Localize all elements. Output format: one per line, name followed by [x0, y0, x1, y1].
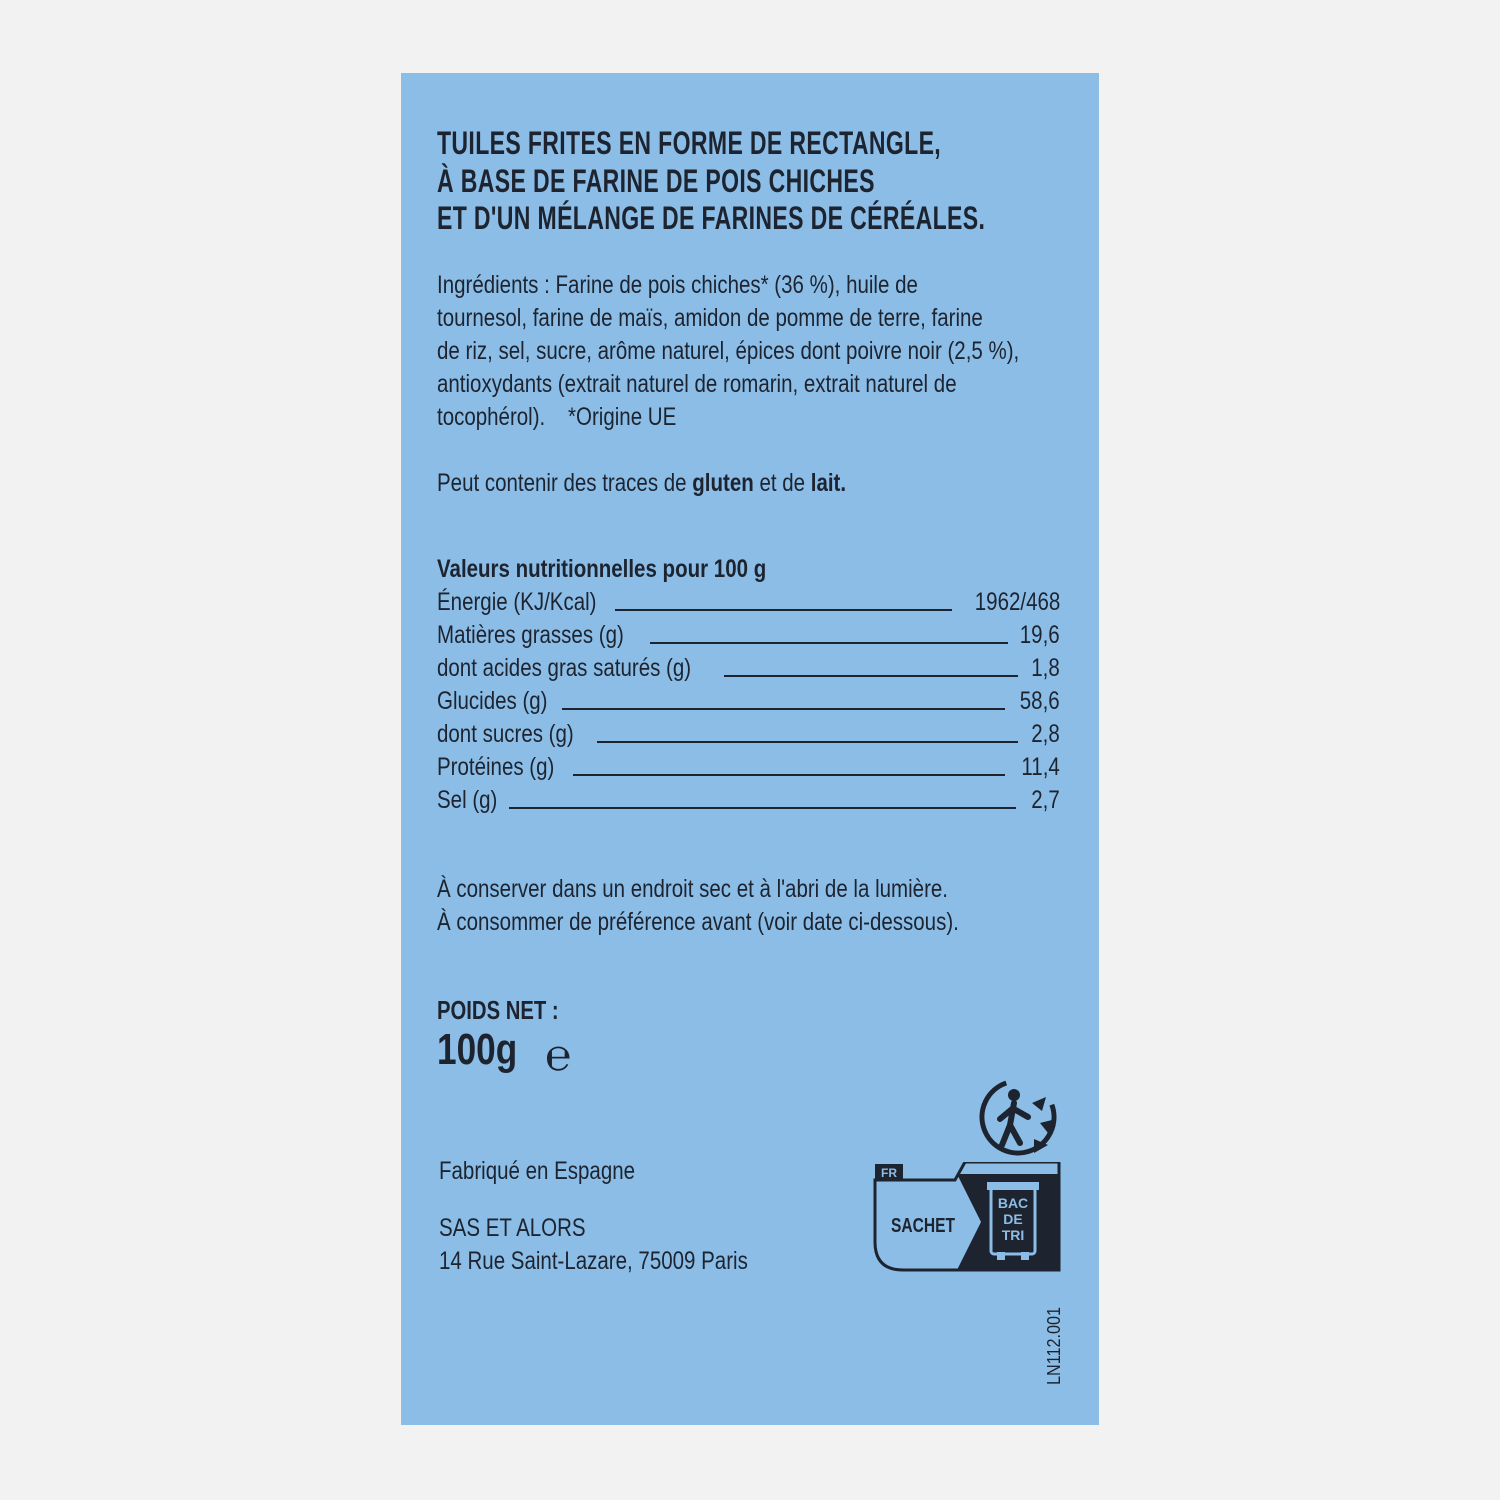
leader-line	[724, 675, 1018, 677]
ingredients-line-5: tocophérol). *Origine UE	[437, 403, 677, 431]
ingredients-line-4: antioxydants (extrait naturel de romarin, extrait naturel de	[437, 370, 957, 398]
estimated-sign-icon: ℮	[545, 1030, 572, 1081]
nutrition-title: Valeurs nutritionnelles pour 100 g	[437, 555, 767, 583]
bin-label-line-2: DE	[1003, 1211, 1023, 1227]
product-title	[437, 125, 985, 238]
nutrition-row-sugars	[437, 718, 1060, 751]
country-of-origin: Fabriqué en Espagne	[439, 1157, 636, 1185]
bin-label-line-1: BAC	[997, 1195, 1029, 1211]
company-name: SAS ET ALORS	[439, 1214, 586, 1242]
ingredients-line-2: tournesol, farine de maïs, amidon de pomme de terre, farine	[437, 304, 983, 332]
title-line-2: À BASE DE FARINE DE POIS CHICHES	[437, 162, 875, 199]
company-address: 14 Rue Saint-Lazare, 75009 Paris	[439, 1247, 748, 1275]
nutrition-label: Matières grasses (g)	[437, 621, 624, 649]
nutrition-label: Énergie (KJ/Kcal)	[437, 588, 597, 616]
ingredients-line-1: Ingrédients : Farine de pois chiches* (36 %), huile de	[437, 271, 918, 299]
nutrition-label: dont acides gras saturés (g)	[437, 654, 692, 682]
leader-line	[597, 741, 1018, 743]
nutrition-table	[437, 586, 1060, 817]
leader-line	[562, 708, 1005, 710]
nutrition-row-protein	[437, 751, 1060, 784]
nutrition-label: dont sucres (g)	[437, 720, 574, 748]
nutrition-value: 58,6	[1020, 687, 1060, 715]
title-line-1: TUILES FRITES EN FORME DE RECTANGLE,	[437, 125, 942, 161]
leader-line	[615, 609, 952, 611]
nutrition-row-salt	[437, 784, 1060, 817]
leader-line	[509, 807, 1016, 809]
nutrition-row-saturated-fat	[437, 652, 1060, 685]
net-weight-value: 100g	[437, 1025, 518, 1074]
nutrition-label: Protéines (g)	[437, 753, 555, 781]
net-weight-label: POIDS NET :	[437, 995, 559, 1025]
recycling-bin-badge	[873, 1162, 1063, 1274]
leader-line	[650, 642, 1008, 644]
nutrition-value: 2,8	[1031, 720, 1060, 748]
allergen-gluten: gluten	[692, 469, 754, 497]
nutrition-row-fat	[437, 619, 1060, 652]
ingredients-line-3: de riz, sel, sucre, arôme naturel, épices dont poivre noir (2,5 %),	[437, 337, 1020, 365]
traces-middle: et de	[753, 469, 811, 497]
nutrition-value: 2,7	[1031, 786, 1060, 814]
nutrition-row-energy	[437, 586, 1060, 619]
lot-code: LN112.001	[1044, 1306, 1064, 1385]
recycling-item: SACHET	[891, 1215, 955, 1237]
bin-label-line-3: TRI	[1001, 1227, 1025, 1243]
allergen-milk: lait.	[810, 469, 847, 497]
nutrition-row-carbohydrates	[437, 685, 1060, 718]
storage-instructions	[437, 873, 959, 939]
nutrition-value: 11,4	[1021, 753, 1060, 781]
storage-line-1: À conserver dans un endroit sec et à l'abri de la lumière.	[437, 875, 949, 903]
nutrition-value: 1962/468	[974, 588, 1060, 616]
storage-line-2: À consommer de préférence avant (voir date ci-dessous).	[437, 908, 959, 936]
nutrition-value: 1,8	[1031, 654, 1060, 682]
company-info	[439, 1212, 748, 1278]
recycling-country: FR	[881, 1166, 897, 1180]
product-label-panel	[401, 73, 1099, 1425]
title-line-3: ET D'UN MÉLANGE DE FARINES DE CÉRÉALES.	[437, 200, 986, 236]
nutrition-label: Sel (g)	[437, 786, 498, 814]
allergen-traces	[437, 467, 846, 500]
nutrition-value: 19,6	[1020, 621, 1060, 649]
leader-line	[573, 774, 1005, 776]
nutrition-label: Glucides (g)	[437, 687, 548, 715]
traces-prefix: Peut contenir des traces de	[437, 469, 693, 497]
ingredients-list	[437, 269, 1019, 434]
triman-icon	[974, 1073, 1064, 1163]
